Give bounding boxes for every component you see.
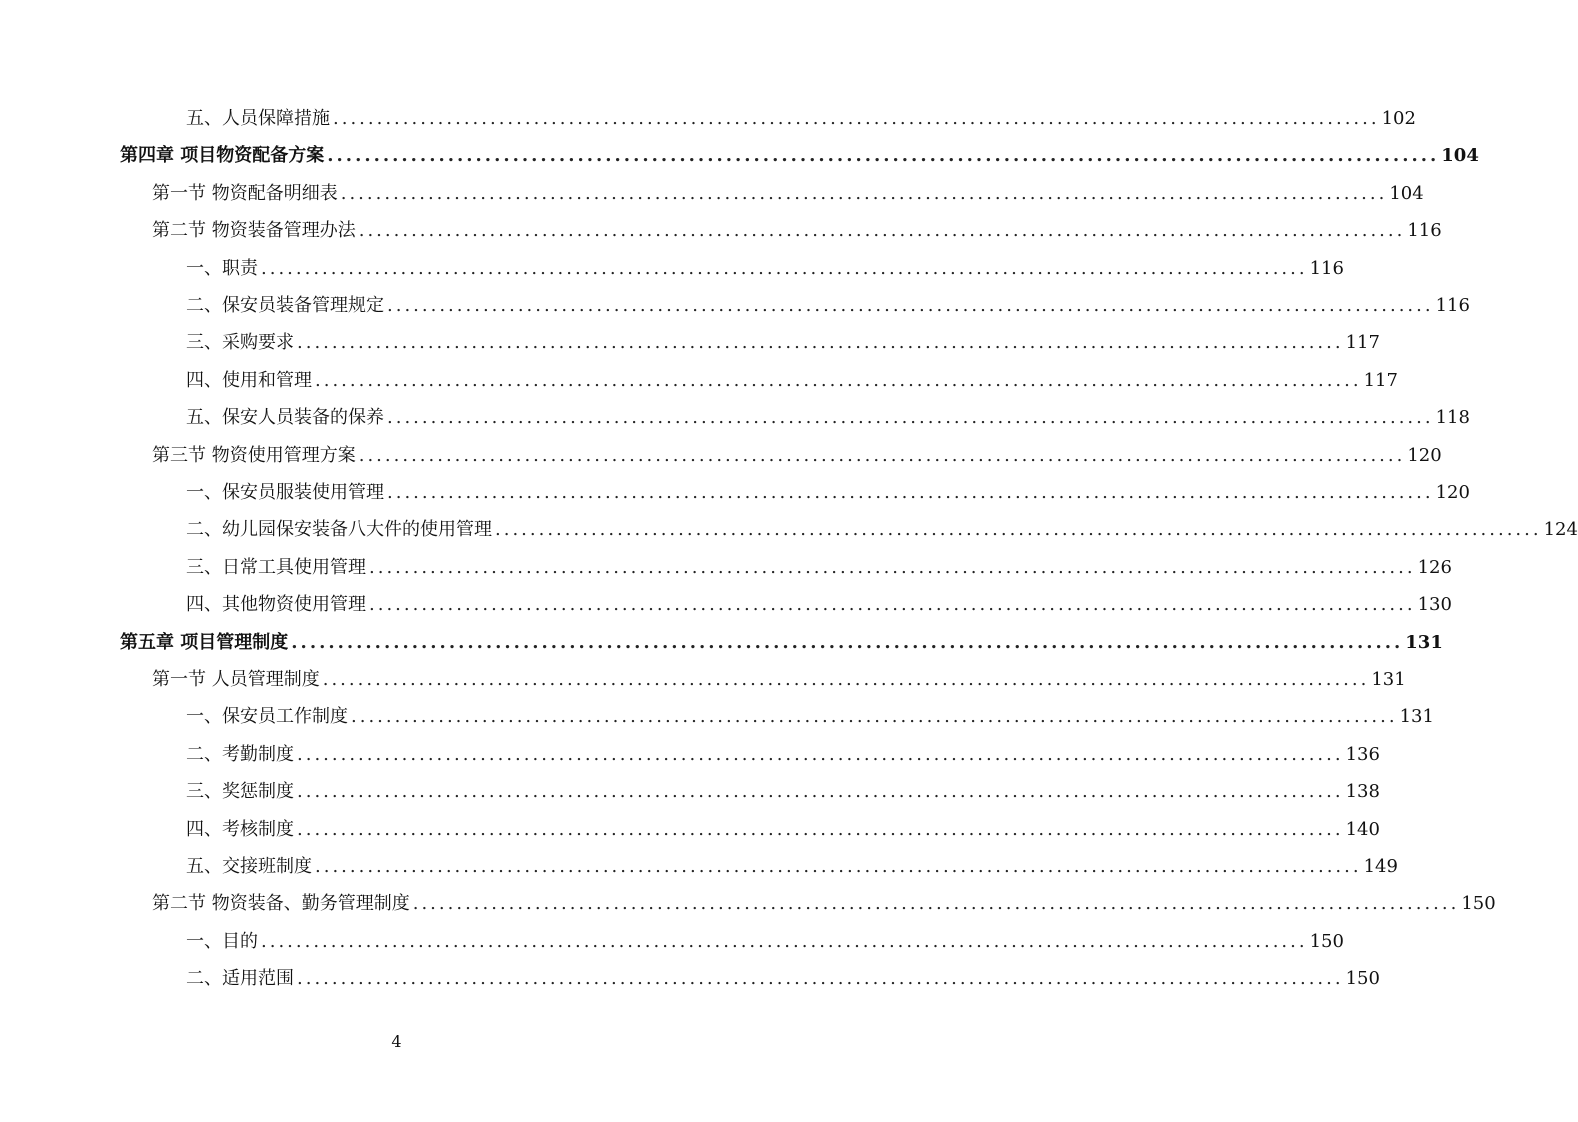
toc-entry[interactable] [186,399,1470,436]
toc-entry-title: 三、采购要求 [186,332,294,354]
toc-entry-page: 124 [1543,519,1578,541]
toc-entry-page: 102 [1381,108,1416,129]
toc-dot-leader: ........................................................................................................................ [261,257,1308,279]
toc-entry-title: 一、保安员工作制度 [186,706,348,728]
toc-entry-page: 131 [1405,631,1443,653]
toc-dot-leader: ........................................................................................................................ [358,444,1406,466]
toc-entry[interactable] [186,736,1380,773]
toc-entry[interactable] [186,474,1470,511]
toc-dot-leader: ........................................................................................................................ [351,706,1398,728]
toc-entry-title: 四、其他物资使用管理 [186,594,366,616]
toc-entry-page: 118 [1435,407,1470,429]
toc-entry[interactable] [120,137,1479,174]
toc-entry-title: 第二节 物资装备、勤务管理制度 [152,893,410,915]
toc-entry[interactable] [186,960,1380,997]
toc-entry[interactable] [186,362,1398,399]
toc-entry-title: 一、目的 [186,930,258,952]
toc-entry-title: 一、职责 [186,257,258,279]
toc-dot-leader: ........................................................................................................................ [261,930,1308,952]
toc-dot-leader: ........................................................................................................................ [297,332,1344,354]
toc-dot-leader: ........................................................................................................................ [412,893,1460,915]
toc-dot-leader: ........................................................................................................................ [358,220,1406,242]
toc-entry-page: 117 [1363,369,1398,391]
toc-entry[interactable] [186,511,1578,548]
toc-dot-leader: ........................................................................................................................ [387,295,1434,316]
toc-dot-leader: ........................................................................................................................ [369,594,1416,616]
toc-entry-page: 131 [1371,669,1406,690]
toc-dot-leader: ........................................................................................................................ [297,743,1344,765]
toc-entry-title: 一、保安员服装使用管理 [186,482,384,503]
toc-entry-title: 五、保安人员装备的保养 [186,407,384,429]
toc-entry-title: 第三节 物资使用管理方案 [152,444,356,466]
toc-entry[interactable] [186,100,1416,137]
toc-entry-page: 150 [1345,968,1380,990]
toc-dot-leader: ........................................................................................................................ [297,968,1344,990]
toc-entry-title: 第二节 物资装备管理办法 [152,220,356,242]
toc-dot-leader: ........................................................................................................................ [297,818,1344,840]
toc-entry[interactable] [186,773,1380,810]
toc-entry[interactable] [152,885,1496,922]
toc-entry-page: 131 [1399,706,1434,728]
toc-entry-page: 120 [1435,482,1470,503]
toc-entry-page: 116 [1309,257,1344,279]
toc-entry-title: 三、日常工具使用管理 [186,556,366,578]
toc-entry-page: 120 [1407,444,1442,466]
toc-entry[interactable] [186,250,1344,287]
toc-entry[interactable] [152,661,1406,698]
toc-entry[interactable] [186,698,1434,735]
toc-entry-page: 116 [1407,220,1442,242]
toc-entry-page: 104 [1441,145,1479,167]
toc-entry-title: 五、交接班制度 [186,856,312,877]
toc-entry-page: 126 [1417,556,1452,578]
toc-entry-title: 二、考勤制度 [186,743,294,765]
toc-dot-leader: ........................................................................................................................ [340,182,1388,204]
toc-entry-title: 第一节 人员管理制度 [152,669,320,690]
toc-dot-leader: ........................................................................................................................ [333,108,1380,129]
toc-entry-page: 150 [1309,930,1344,952]
toc-entry[interactable] [186,811,1380,848]
toc-entry-page: 104 [1389,182,1424,204]
toc-entry-page: 136 [1345,743,1380,765]
toc-entry-title: 二、保安员装备管理规定 [186,295,384,316]
toc-entry-title: 二、幼儿园保安装备八大件的使用管理 [186,519,492,541]
toc-entry-page: 116 [1435,295,1470,316]
toc-entry[interactable] [186,549,1452,586]
toc-dot-leader: ........................................................................................................................ [495,519,1542,541]
toc-entry[interactable] [152,437,1442,474]
toc-entry[interactable] [186,848,1398,885]
page-number: 4 [391,1032,402,1051]
toc-entry-title: 第四章 项目物资配备方案 [120,145,325,167]
toc-entry-page: 140 [1345,818,1380,840]
toc-dot-leader: ........................................................................................................................ [291,631,1404,653]
toc-entry-title: 四、使用和管理 [186,369,312,391]
toc-entry[interactable] [186,923,1344,960]
toc-dot-leader: ........................................................................................................................ [322,669,1370,690]
toc-entry[interactable] [152,175,1424,212]
toc-entry[interactable] [120,624,1443,661]
toc-entry[interactable] [186,324,1380,361]
toc-entry-title: 第一节 物资配备明细表 [152,182,338,204]
toc-dot-leader: ........................................................................................................................ [315,369,1362,391]
toc-entry-page: 130 [1417,594,1452,616]
toc-entry-title: 四、考核制度 [186,818,294,840]
toc-entry-page: 117 [1345,332,1380,354]
toc-entry-title: 二、适用范围 [186,968,294,990]
toc-dot-leader: ........................................................................................................................ [387,482,1434,503]
toc-dot-leader: ........................................................................................................................ [387,407,1434,429]
toc-dot-leader: ........................................................................................................................ [315,856,1362,877]
toc-entry[interactable] [152,212,1442,249]
toc-entry[interactable] [186,287,1470,324]
toc-dot-leader: ........................................................................................................................ [369,556,1416,578]
toc-entry[interactable] [186,586,1452,623]
toc-entry-page: 149 [1363,856,1398,877]
toc-dot-leader: ........................................................................................................................ [327,145,1440,167]
toc-dot-leader: ........................................................................................................................ [297,781,1344,803]
toc-entry-page: 150 [1461,893,1496,915]
toc-entry-title: 第五章 项目管理制度 [120,631,289,653]
toc-entry-title: 五、人员保障措施 [186,108,330,129]
toc-entry-page: 138 [1345,781,1380,803]
toc-entry-title: 三、奖惩制度 [186,781,294,803]
